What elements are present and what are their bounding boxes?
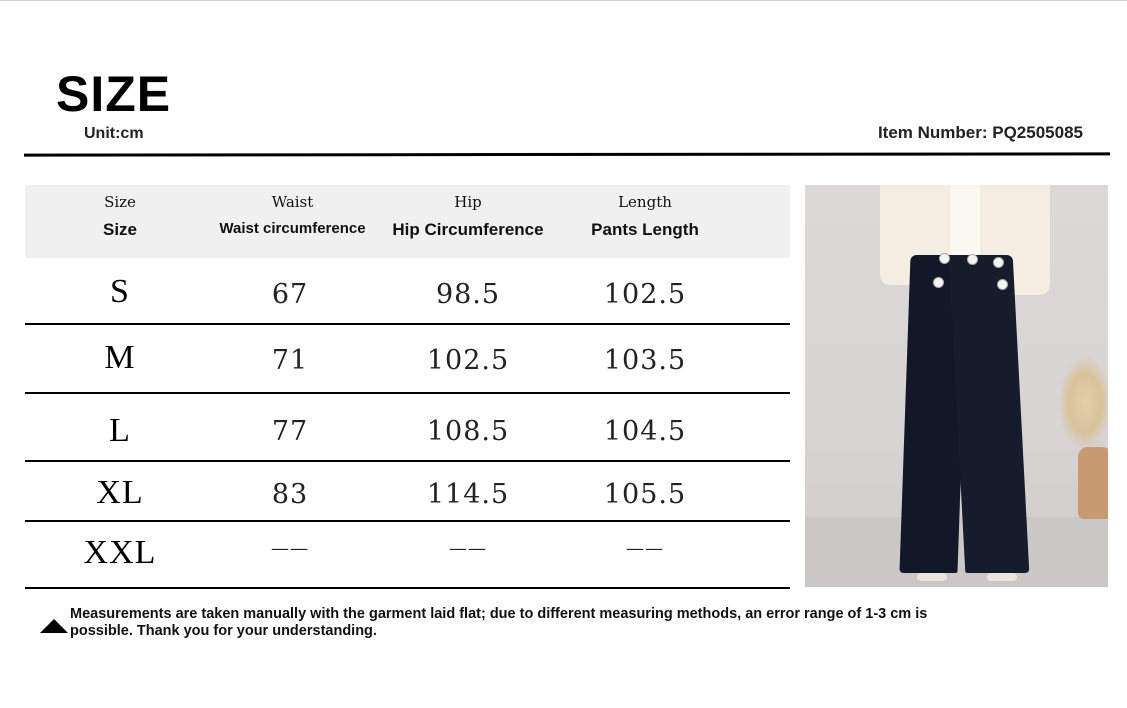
column-header-length <box>580 185 710 240</box>
header-divider <box>24 152 1110 156</box>
column-label: Size <box>104 193 136 211</box>
column-header-hip <box>383 185 553 240</box>
item-number: Item Number: PQ2505085 <box>877 123 1083 142</box>
length-cell: 102.5 <box>603 279 687 310</box>
pants-button <box>993 257 1004 268</box>
size-cell: XL <box>96 474 144 511</box>
length-cell: 105.5 <box>603 479 687 510</box>
pants-button <box>997 279 1008 290</box>
size-cell: XXL <box>83 534 157 571</box>
column-sublabel: Hip Circumference <box>392 220 544 239</box>
hip-cell: 108.5 <box>426 416 510 447</box>
waist-cell: 67 <box>271 279 309 310</box>
waist-cell: 77 <box>271 416 309 447</box>
length-cell: 104.5 <box>603 416 687 447</box>
note-text: Measurements are taken manually with the garment laid flat; due to different measuring methods, an error range of 1-3 cm is possible. Thank you for your understanding. <box>70 606 928 639</box>
hip-cell: —— <box>449 538 487 559</box>
table-row <box>25 462 790 522</box>
waist-cell: —— <box>271 538 309 559</box>
table-row <box>25 258 790 325</box>
top-border <box>0 0 1127 1</box>
column-sublabel: Pants Length <box>591 220 699 239</box>
pampas-grass <box>1059 357 1108 449</box>
column-label: Length <box>618 193 672 211</box>
column-sublabel: Size <box>102 220 138 239</box>
shoe-right <box>987 573 1017 581</box>
pants-button <box>939 253 950 264</box>
triangle-up-icon <box>40 619 68 633</box>
page-title: SIZE <box>56 66 172 122</box>
table-row <box>25 522 790 589</box>
hip-cell: 98.5 <box>435 279 501 310</box>
size-cell: L <box>109 412 131 449</box>
table-row <box>25 394 790 462</box>
column-header-size <box>80 185 160 240</box>
vase <box>1078 447 1108 519</box>
column-header-waist <box>205 185 380 237</box>
unit-label: Unit:cm <box>84 125 144 142</box>
size-table <box>25 185 790 589</box>
size-cell: S <box>110 273 130 310</box>
table-header <box>25 185 790 258</box>
hip-cell: 114.5 <box>426 479 510 510</box>
product-photo <box>805 185 1108 587</box>
column-label: Hip <box>454 193 482 211</box>
waist-cell: 71 <box>271 345 309 376</box>
length-cell: 103.5 <box>603 345 687 376</box>
size-cell: M <box>104 339 136 376</box>
pants-button <box>933 277 944 288</box>
shoe-left <box>917 573 947 581</box>
pants-button <box>967 254 978 265</box>
hip-cell: 102.5 <box>426 345 510 376</box>
column-sublabel: Waist circumference <box>219 220 366 237</box>
column-label: Waist <box>271 193 314 211</box>
length-cell: —— <box>626 538 664 559</box>
waist-cell: 83 <box>271 479 309 510</box>
table-row <box>25 325 790 394</box>
